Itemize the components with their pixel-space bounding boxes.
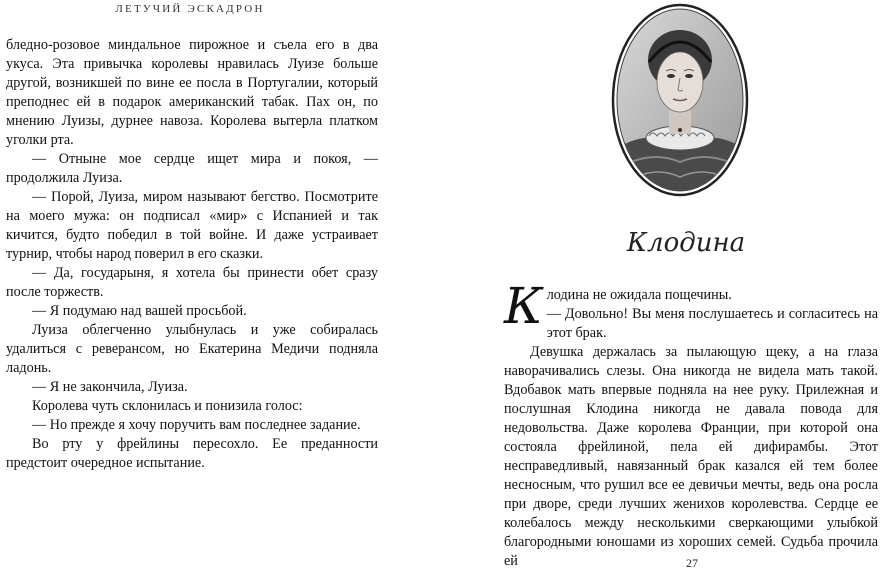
paragraph: Луиза облегченно улыбнулась и уже собиралась удалиться с реверансом, но Екатерина Медичи подняла ладонь.: [6, 322, 378, 376]
right-page-text: [504, 277, 878, 571]
paragraph: — Довольно! Вы меня послушаетесь и согласитесь на этот брак.: [546, 306, 878, 341]
paragraph: Во рту у фрейлины пересохло. Ее преданности предстоит очередное испытание.: [6, 436, 378, 471]
running-head: ЛЕТУЧИЙ ЭСКАДРОН: [115, 3, 265, 15]
portrait-engraving-icon: [611, 2, 749, 198]
paragraph: — Я подумаю над вашей просьбой.: [32, 303, 247, 319]
left-page-text: [6, 36, 378, 473]
chapter-title: Клодина: [626, 228, 746, 258]
paragraph: — Отныне мое сердце ищет мира и покоя, — продолжила Луиза.: [6, 151, 378, 186]
paragraph: бледно-розовое миндальное пирожное и съела его в два укуса. Эта привычка королевы нравилась Луизе больше другой, возникшей по вине ее посла в Португалии, который преподнес ей в подарок американский табак. Пах он, по мнению Луизы, дурнее навоза. Королева вытерла платком уголки рта.: [6, 37, 378, 148]
paragraph: Королева чуть склонилась и понизила голос:: [32, 398, 303, 414]
paragraph: Девушка держалась за пылающую щеку, а на глаза наворачивались слезы. Она никогда не видела мать такой. Вдобавок мать впервые подняла на нее руку. Прилежная и послушная Клодина никогда не давала повода для недовольства. Даже королева Франции, при которой она состояла фрейлиной, пела ей дифирамбы. Этот несправедливый, навязанный брак казался ей тем более несносным, что рушил все ее девичьи мечты, ведь она росла при дворе, среди лучших женихов королевства. Сердце ее колебалось между несколькими сверкающими улыбкой благородными юношами из хороших семей. Судьба прочила ей: [504, 344, 878, 569]
paragraph: — Порой, Луиза, миром называют бегство. Посмотрите на моего мужа: он подписал «мир» с Испанией и так кичится, будто победил в той войне. И даже устраивает турнир, чтобы народ поверил в его сказки.: [6, 189, 378, 262]
drop-cap: К: [504, 277, 543, 335]
paragraph: — Я не закончила, Луиза.: [32, 379, 188, 395]
paragraph: — Да, государыня, я хотела бы принести обет сразу после торжеств.: [6, 265, 378, 300]
first-line-text: лодина не ожидала пощечины.: [546, 287, 732, 303]
page-number: 27: [686, 556, 698, 570]
paragraph: — Но прежде я хочу поручить вам последнее задание.: [32, 417, 361, 433]
